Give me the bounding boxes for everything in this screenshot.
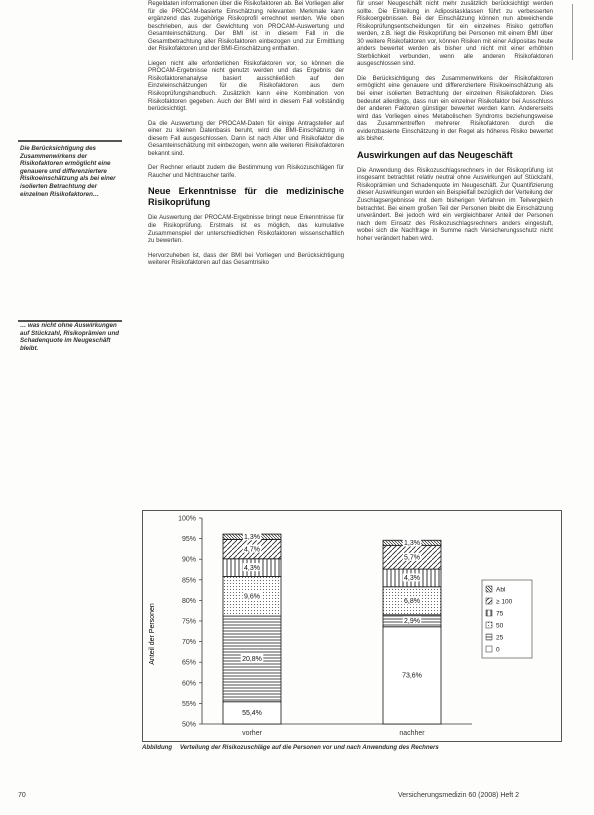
y-tick-label: 80% xyxy=(181,597,196,605)
data-label: 6,8% xyxy=(404,598,420,606)
y-tick-label: 75% xyxy=(181,618,196,626)
y-tick-label: 70% xyxy=(181,639,196,647)
section-heading: Auswirkungen auf das Neugeschäft xyxy=(357,149,513,160)
y-tick-label: 55% xyxy=(181,700,196,708)
paragraph: Die Anwendung des Risikozuschlagsrechners in der Risikoprüfung ist insgesamt betrachtet relativ neutral ohne Auswirkungen auf Stückzahl, Risikoprämien und Schadenquote im Neugeschäft. Zur Quantifizierung dieser Auswirkungen wurden ein Beispielfall bezüglich der Verteilung der Zuschlagsergebnisse mit dem bisherigen Verfahren im Teilvergleich betrachtet. Bei einem großen Teil der Personen bleibt die Einschätzung unverändert. Bei jedoch wird ein vergleichbarer Anteil der Personen nach dem Einsatz des Risikozuschlagsrechners anders eingestuft, wobei sich die Nachfrage in Summe nach Versicherungsschutz nicht hoher verändert haben wird. xyxy=(357,166,553,242)
text-column-right xyxy=(357,0,553,249)
data-label: 2,9% xyxy=(404,617,420,625)
data-label: 1,3% xyxy=(244,533,260,541)
data-label: 1,3% xyxy=(404,540,420,548)
y-axis-title: Anteil der Personen xyxy=(149,603,156,665)
paragraph: Hervorzuheben ist, dass der BMI bei Vorliegen und Berücksichtigung weiterer Risikofaktoren auf das Gesamtrisiko xyxy=(148,251,344,267)
bars-group xyxy=(223,532,441,724)
data-label: 4,3% xyxy=(404,575,420,583)
y-tick-label: 90% xyxy=(181,556,196,564)
legend-label: 75 xyxy=(496,610,504,618)
data-label: 55,4% xyxy=(242,710,262,718)
sidenote-2: … was nicht ohne Auswirkungen auf Stückzahl, Risikoprämien und Schadenquote im Neugeschäft bleibt. xyxy=(20,322,120,352)
text-column-left xyxy=(148,0,344,274)
paragraph: Die Auswertung der PROCAM-Ergebnisse bringt neue Erkenntnisse für die Risikoprüfung. Erstmals ist es möglich, das kumulative Zusammenspiel der unterschiedlichen Risikofaktoren wissenschaftlich zu bewerten. xyxy=(148,214,344,245)
x-tick-label: nachher xyxy=(399,730,425,737)
corner-mark xyxy=(572,4,581,60)
paragraph: Regeldaten informationen über die Risikofaktoren ab. Bei Vorliegen aller für die PROCAM-basierte Einschätzung relevanten Merkmale kann ergänzend das zugehörige Risikoprofil errechnet werden. Wie oben beschrieben, aus der Gewichtung von PROCAM-Auswertung und Gesamteinschätzung. Der BMI ist in diesem Fall in die Gesamtbetrachtung aller Risikofaktoren einbezogen und zur Ermittlung der Risikofaktoren und der BMI-Einschätzung enthalten. xyxy=(148,0,344,53)
caption-label: Abbildung xyxy=(142,744,173,751)
caption-text: Verteilung der Risikozuschläge auf die Personen vor und nach Anwendung des Rechners xyxy=(179,744,439,751)
data-label: 9,6% xyxy=(244,593,260,601)
y-tick-label: 50% xyxy=(181,721,196,729)
legend-swatch xyxy=(486,634,492,640)
legend xyxy=(482,580,532,658)
x-axis-labels xyxy=(242,730,425,737)
legend-label: 50 xyxy=(496,622,504,630)
y-tick-label: 85% xyxy=(181,577,196,585)
data-label: 5,7% xyxy=(404,554,420,562)
legend-label: Abl xyxy=(496,586,506,594)
paragraph: Die Berücksichtigung des Zusammenwirkens der Risikofaktoren ermöglicht eine genauere und differenziertere Risikoeinschätzung als bei einer isolierten Betrachtung der einzelnen Risikofaktoren. Dies bedeutet allerdings, dass nun ein einzelner Risikofaktor bei Ausschluss der anderen Faktoren günstiger bewertet werden kann. Andererseits wird das Vorliegen eines Metabolischen Syndroms beziehungsweise das Zusammentreffen mehrerer Risikofaktoren durch die evidenzbasierte Einschätzung in der Regel als höheres Risiko bewertet als bisher. xyxy=(357,74,553,143)
legend-swatch xyxy=(486,610,492,616)
legend-label: 0 xyxy=(496,646,500,654)
data-label: 20,8% xyxy=(242,656,262,664)
paragraph: für unser Neugeschäft nicht mehr zusätzlich berücksichtigt werden sollte. Die Einteilung in Adipositasklassen führt zu verbesserten Risikoergebnissen. Bei der Einschätzung können nun abweichende Risikoprüfungsentscheidungen für ein einzelnes Risiko getroffen werden, z.B. liegt die Risikoprüfung bei Personen mit einem BMI über 30 weitere Risikofaktoren vor, können Risiken mit einer Adipositas heute anders bewertet werden als bisher und nicht mit einer erhöhten Sterblichkeit verbunden, wenn alle anderen Risikofaktoren ausgeschlossen sind. xyxy=(357,0,553,68)
y-tick-label: 65% xyxy=(181,659,196,667)
chart-svg xyxy=(142,510,562,742)
y-tick-label: 60% xyxy=(181,680,196,688)
page-number: 70 xyxy=(18,792,26,799)
y-tick-label: 95% xyxy=(181,536,196,544)
stacked-bar-chart xyxy=(142,510,562,742)
data-label: 4,7% xyxy=(244,546,260,554)
figure-caption xyxy=(142,744,572,751)
y-tick-label: 100% xyxy=(178,515,196,523)
journal-footer: Versicherungsmedizin 60 (2008) Heft 2 xyxy=(398,792,520,799)
legend-label: ≥ 100 xyxy=(496,598,513,606)
section-heading: Neue Erkenntnisse für die medizinische Risikoprüfung xyxy=(148,186,344,208)
x-tick-label: vorher xyxy=(242,730,262,737)
data-label: 73,6% xyxy=(402,672,422,680)
legend-label: 25 xyxy=(496,634,504,642)
paragraph: Liegen nicht alle erforderlichen Risikofaktoren vor, so können die PROCAM-Ergebnisse nicht genutzt werden und das Ergebnis der Risikofaktorenanalyse basiert ausschließlich auf den Einzeleinschätzungen für die Risikofaktoren aus dem Risikoprüfungshandbuch. Zusätzlich kann eine Kombination von Risikofaktoren gegeben. Auch der BMI wird in diesem Fall vollständig berücksichtigt. xyxy=(148,59,344,113)
legend-swatch xyxy=(486,622,492,628)
sidenote-1: Die Berücksichtigung des Zusammenwirkens der Risikofaktoren ermöglicht eine genauere und differenziertere Risikoeinschätzung als bei einer isolierten Betrachtung der einzelnen Risikofaktoren… xyxy=(20,145,116,198)
paragraph: Da die Auswertung der PROCAM-Daten für einige Antragsteller auf einer zu kleinen Datenbasis beruht, wird die BMI-Einschätzung in diesem Fall ausgeschlossen. Dann ist nach Alter und Risikofaktor die Gesamteinschätzung mit einbezogen, wenn alle weiteren Risikofaktoren bekannt sind. xyxy=(148,119,344,157)
legend-swatch xyxy=(486,586,492,592)
legend-swatch xyxy=(486,598,492,604)
sidenote-rule-top xyxy=(18,140,122,142)
legend-swatch xyxy=(486,646,492,652)
paragraph: Der Rechner erlaubt zudem die Bestimmung von Risikozuschlägen für Raucher und Nichtraucher tarife. xyxy=(148,164,344,179)
data-label: 4,3% xyxy=(244,564,260,572)
